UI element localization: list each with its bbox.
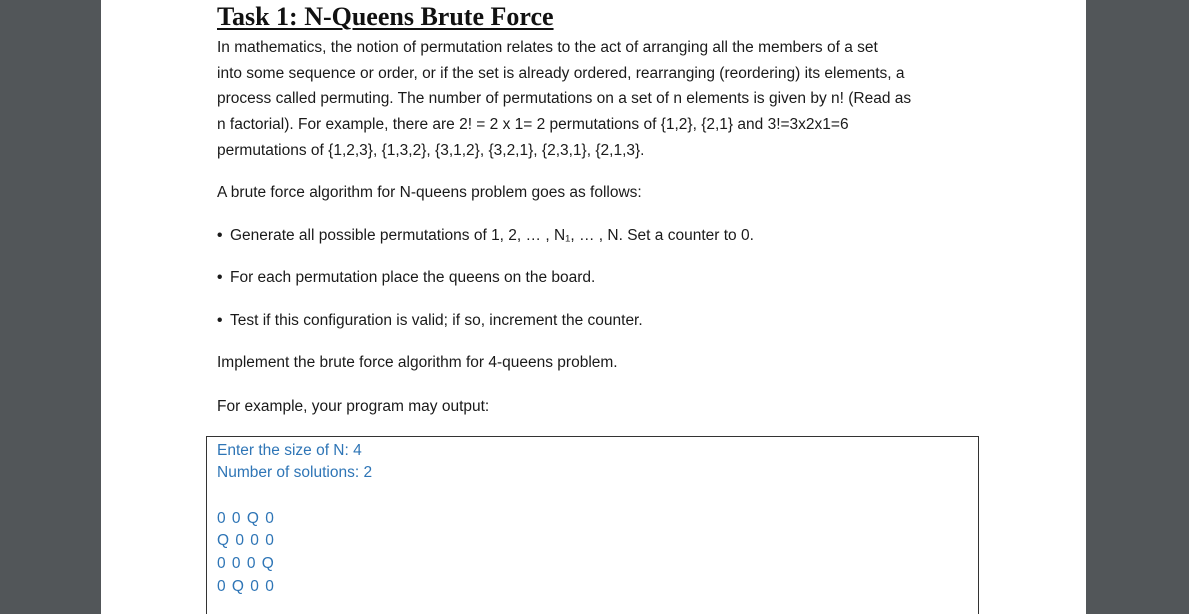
bullet-dot-icon: • [217,227,223,244]
bullet-text: For each permutation place the queens on the board. [230,269,596,286]
output-solutions-line: Number of solutions: 2 [217,464,373,481]
bullet-dot-icon: • [217,312,223,329]
intro-line: In mathematics, the notion of permutation relates to the act of arranging all the members of a set [217,39,878,56]
intro-line: into some sequence or order, or if the set is already ordered, rearranging (reordering) its elements, a [217,64,905,82]
intro-line: process called permuting. The number of permutations on a set of n elements is given by n! (Read as [217,90,912,108]
bullet-item [217,311,643,331]
bullet-item [217,226,754,246]
algorithm-intro: A brute force algorithm for N-queens problem goes as follows: [217,184,642,201]
bullet-item [217,268,595,288]
bullet-text: Generate all possible permutations of 1, 2, … , N₁, … , N. Set a counter to 0. [230,227,754,244]
output-prompt-line: Enter the size of N: 4 [217,442,362,459]
board-row: Q 0 0 0 [217,532,275,549]
implement-instruction: Implement the brute force algorithm for 4-queens problem. [217,354,618,371]
bullet-text: Test if this configuration is valid; if so, increment the counter. [230,312,643,329]
intro-line: n factorial). For example, there are 2! = 2 x 1= 2 permutations of {1,2}, {2,1} and 3!=3x2x1=6 [217,116,849,134]
board-row: 0 0 Q 0 [217,510,275,527]
board-row: 0 Q 0 0 [217,578,275,595]
bullet-dot-icon: • [217,269,223,286]
intro-line: permutations of {1,2,3}, {1,3,2}, {3,1,2}, {3,2,1}, {2,3,1}, {2,1,3}. [217,141,645,159]
example-intro: For example, your program may output: [217,398,490,415]
intro-paragraph [217,35,977,164]
board-row: 0 0 0 Q [217,555,275,572]
sample-output-box [206,436,979,614]
document-page [101,0,1086,614]
task-title: Task 1: N-Queens Brute Force [217,2,554,31]
